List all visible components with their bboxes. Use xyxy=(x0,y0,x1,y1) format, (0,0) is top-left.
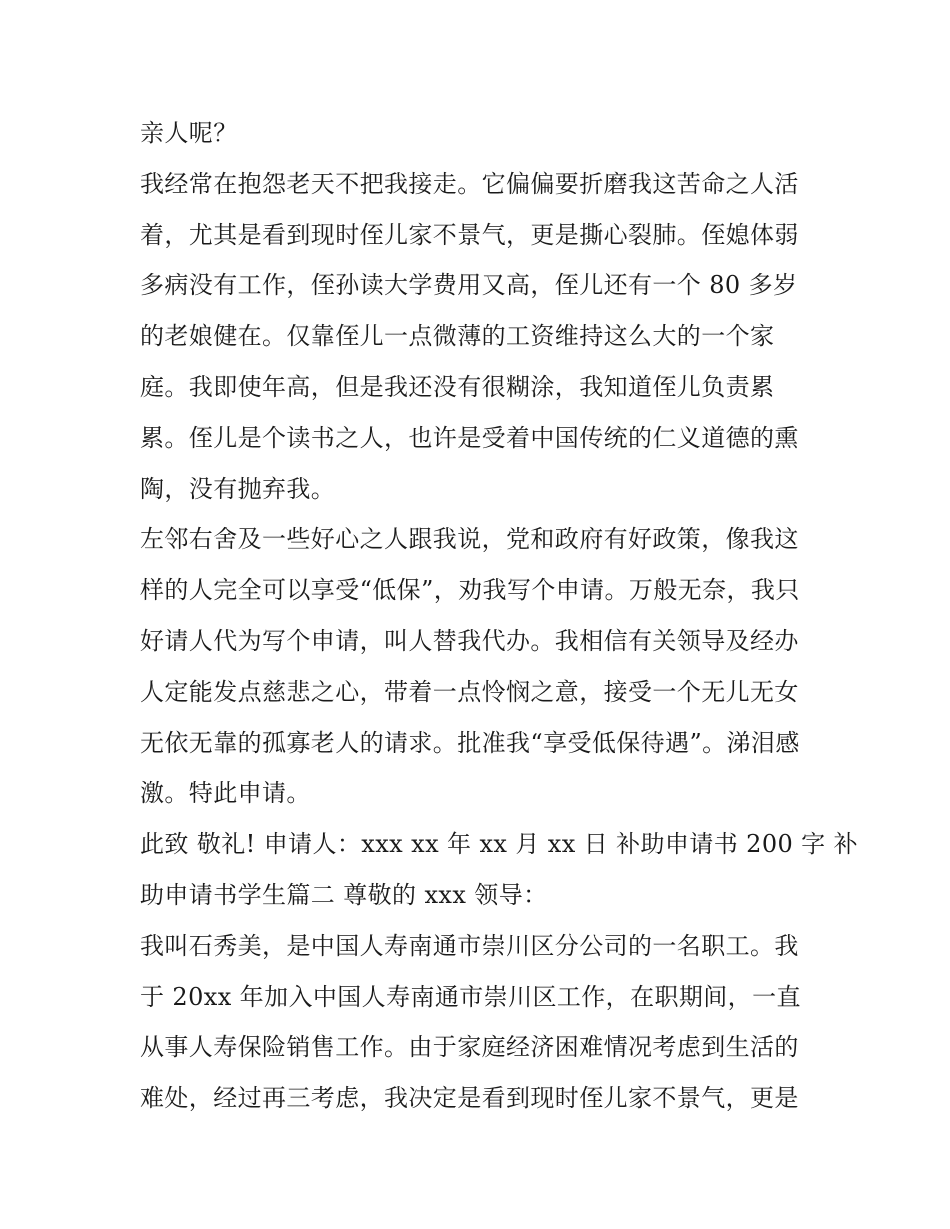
text-line: 着，尤其是看到现时侄儿家不景气，更是撕心裂肺。侄媳体弱 xyxy=(140,220,799,249)
paragraph-5 xyxy=(140,921,815,1124)
text-line: 我叫石秀美，是中国人寿南通市崇川区分公司的一名职工。我 xyxy=(140,931,799,960)
text-line: 我经常在抱怨老天不把我接走。它偏偏要折磨我这苦命之人活 xyxy=(140,169,799,198)
text-line: 难处，经过再三考虑，我决定是看到现时侄儿家不景气，更是 xyxy=(140,1084,799,1113)
text-line: 陶，没有抛弃我。 xyxy=(140,474,336,503)
paragraph-4 xyxy=(140,819,859,921)
paragraph-1 xyxy=(140,108,815,159)
text-line: 助申请书学生篇二 尊敬的 xxx 领导： xyxy=(140,880,548,909)
text-line: 于 20xx 年加入中国人寿南通市崇川区工作，在职期间，一直 xyxy=(140,982,801,1011)
text-line: 此致 敬礼! 申请人：xxx xx 年 xx 月 xx 日 补助申请书 200 字 补 xyxy=(140,830,859,859)
text-line: 好请人代为写个申请，叫人替我代办。我相信有关领导及经办 xyxy=(140,626,799,655)
text-line: 庭。我即使年高，但是我还没有很糊涂，我知道侄儿负责累 xyxy=(140,372,775,401)
document-body xyxy=(140,108,859,1124)
text-line: 样的人完全可以享受“低保”，劝我写个申请。万般无奈，我只 xyxy=(140,576,800,605)
text-line: 的老娘健在。仅靠侄儿一点微薄的工资维持这么大的一个家 xyxy=(140,322,775,351)
text-line: 左邻右舍及一些好心之人跟我说，党和政府有好政策，像我这 xyxy=(140,525,799,554)
text-line: 无依无靠的孤寡老人的请求。批准我“享受低保待遇”。涕泪感 xyxy=(140,728,800,757)
text-line: 激。特此申请。 xyxy=(140,779,311,808)
text-line: 累。侄儿是个读书之人，也许是受着中国传统的仁义道德的熏 xyxy=(140,423,799,452)
text-line: 多病没有工作，侄孙读大学费用又高，侄儿还有一个 80 多岁 xyxy=(140,271,798,300)
text-line: 人定能发点慈悲之心，带着一点怜悯之意，接受一个无儿无女 xyxy=(140,677,799,706)
text-line: 从事人寿保险销售工作。由于家庭经济困难情况考虑到生活的 xyxy=(140,1033,799,1062)
text-line: 亲人呢？ xyxy=(140,119,238,147)
paragraph-3 xyxy=(140,514,815,819)
paragraph-2 xyxy=(140,159,815,515)
